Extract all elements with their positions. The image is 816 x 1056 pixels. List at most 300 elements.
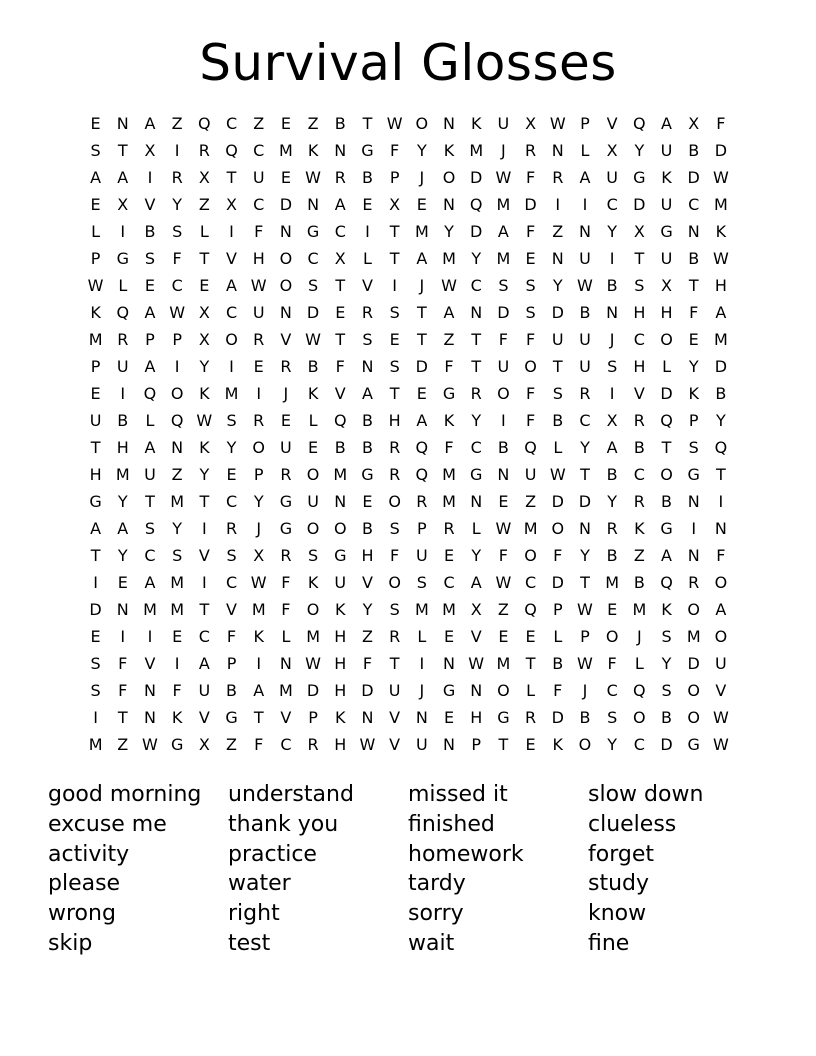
grid-letter: M: [251, 600, 266, 619]
grid-row: [82, 515, 735, 542]
grid-letter: Z: [633, 546, 645, 565]
grid-letter: B: [715, 384, 727, 403]
grid-letter: G: [687, 465, 700, 484]
grid-letter: A: [144, 438, 156, 457]
grid-letter: Y: [688, 357, 699, 376]
grid-letter: F: [172, 681, 182, 700]
grid-letter: B: [688, 249, 700, 268]
grid-letter: E: [525, 249, 536, 268]
grid-letter: S: [661, 627, 672, 646]
grid-letter: Y: [661, 654, 672, 673]
grid-letter: T: [362, 114, 373, 133]
grid-letter: X: [117, 195, 129, 214]
grid-letter: K: [171, 708, 183, 727]
grid-letter: G: [279, 492, 293, 511]
grid-letter: Q: [143, 384, 157, 403]
grid-row: [82, 164, 735, 191]
grid-letter: D: [524, 195, 537, 214]
grid-letter: M: [632, 600, 647, 619]
grid-letter: U: [551, 330, 564, 349]
grid-letter: U: [660, 141, 673, 160]
grid-letter: X: [253, 546, 265, 565]
grid-row: [82, 461, 735, 488]
grid-letter: Y: [117, 546, 128, 565]
grid-letter: F: [444, 438, 454, 457]
grid-letter: K: [470, 114, 482, 133]
grid-letter: E: [335, 303, 346, 322]
grid-letter: I: [93, 573, 98, 592]
grid-letter: Y: [444, 222, 454, 241]
grid-letter: F: [498, 330, 508, 349]
grid-letter: C: [633, 735, 645, 754]
grid-letter: W: [441, 276, 457, 295]
grid-letter: E: [172, 627, 183, 646]
grid-letter: T: [90, 546, 101, 565]
grid-letter: Y: [607, 492, 618, 511]
grid-letter: F: [362, 654, 373, 673]
grid-letter: H: [334, 735, 347, 754]
grid-letter: C: [633, 330, 645, 349]
grid-letter: M: [496, 654, 511, 673]
grid-letter: I: [147, 168, 153, 187]
grid-letter: O: [578, 735, 592, 754]
grid-letter: K: [199, 438, 210, 457]
grid-letter: R: [389, 438, 401, 457]
grid-letter: E: [688, 330, 699, 349]
grid-letter: G: [660, 222, 673, 241]
grid-letter: D: [551, 708, 564, 727]
grid-letter: M: [442, 600, 456, 619]
grid-letter: M: [224, 384, 239, 403]
grid-letter: Y: [607, 735, 618, 754]
grid-letter: P: [580, 627, 590, 646]
grid-letter: E: [362, 492, 373, 511]
grid-letter: R: [389, 465, 401, 484]
grid-letter: S: [688, 438, 699, 457]
grid-letter: I: [120, 627, 126, 646]
grid-letter: U: [660, 249, 673, 268]
grid-letter: C: [334, 222, 346, 241]
grid-letter: F: [226, 627, 237, 646]
grid-letter: B: [688, 141, 700, 160]
grid-letter: M: [143, 600, 157, 619]
grid-letter: G: [660, 519, 673, 538]
grid-letter: D: [687, 168, 700, 187]
grid-letter: X: [661, 276, 673, 295]
grid-row: [82, 704, 735, 731]
grid-letter: F: [118, 654, 128, 673]
grid-letter: R: [525, 141, 537, 160]
grid-letter: Q: [333, 411, 347, 430]
grid-letter: J: [256, 519, 262, 538]
grid-letter: I: [174, 141, 180, 160]
grid-letter: N: [687, 492, 700, 511]
grid-letter: L: [199, 222, 209, 241]
grid-letter: U: [116, 357, 129, 376]
grid-row: [82, 623, 735, 650]
grid-letter: C: [171, 276, 183, 295]
grid-letter: I: [419, 654, 425, 673]
grid-letter: A: [117, 168, 129, 187]
grid-letter: E: [308, 438, 319, 457]
grid-letter: U: [415, 735, 428, 754]
grid-letter: B: [497, 438, 509, 457]
grid-letter: G: [442, 681, 456, 700]
grid-letter: A: [579, 168, 591, 187]
grid-letter: D: [306, 303, 320, 322]
grid-letter: B: [606, 465, 618, 484]
grid-letter: R: [525, 708, 537, 727]
grid-row: [82, 407, 735, 434]
grid-letter: W: [549, 465, 566, 484]
grid-letter: E: [226, 465, 237, 484]
grid-letter: D: [714, 141, 728, 160]
grid-letter: K: [634, 519, 645, 538]
grid-letter: B: [361, 438, 373, 457]
grid-letter: E: [280, 411, 291, 430]
grid-letter: D: [551, 492, 564, 511]
grid-letter: F: [281, 600, 291, 619]
grid-letter: V: [226, 600, 237, 619]
grid-letter: U: [89, 411, 102, 430]
grid-letter: E: [90, 384, 101, 403]
grid-letter: M: [88, 330, 103, 349]
grid-letter: G: [89, 492, 102, 511]
grid-letter: Z: [171, 114, 183, 133]
grid-letter: G: [279, 519, 293, 538]
grid-letter: S: [90, 141, 101, 160]
grid-letter: U: [606, 168, 619, 187]
grid-letter: R: [470, 384, 482, 403]
grid-letter: I: [501, 411, 506, 430]
grid-letter: K: [443, 141, 455, 160]
grid-letter: W: [305, 330, 321, 349]
grid-letter: Y: [199, 357, 210, 376]
grid-letter: E: [199, 276, 210, 295]
grid-letter: T: [389, 654, 400, 673]
grid-letter: C: [633, 465, 645, 484]
grid-letter: L: [526, 681, 536, 700]
grid-letter: C: [198, 627, 210, 646]
grid-letter: R: [416, 492, 428, 511]
grid-letter: O: [660, 465, 673, 484]
grid-letter: X: [525, 114, 537, 133]
grid-letter: E: [498, 492, 509, 511]
grid-letter: M: [279, 681, 293, 700]
grid-letter: A: [90, 168, 102, 187]
grid-letter: P: [471, 735, 482, 754]
grid-letter: S: [172, 222, 183, 241]
grid-letter: R: [443, 519, 455, 538]
grid-letter: E: [280, 114, 291, 133]
letter-grid: [82, 110, 735, 758]
grid-letter: B: [552, 654, 564, 673]
word-list-item: skip: [48, 930, 93, 956]
grid-letter: Y: [172, 519, 183, 538]
grid-letter: M: [442, 465, 456, 484]
grid-letter: J: [419, 168, 425, 187]
grid-letter: C: [606, 195, 618, 214]
grid-letter: D: [89, 600, 102, 619]
grid-letter: A: [416, 249, 428, 268]
grid-letter: J: [419, 276, 425, 295]
grid-letter: T: [688, 276, 699, 295]
grid-letter: M: [714, 195, 728, 214]
grid-letter: R: [361, 303, 374, 322]
grid-letter: C: [280, 735, 292, 754]
word-list-item: practice: [228, 841, 317, 867]
grid-letter: H: [714, 276, 727, 295]
grid-letter: Y: [580, 438, 590, 457]
grid-letter: H: [116, 438, 129, 457]
grid-letter: U: [307, 492, 319, 511]
grid-letter: O: [279, 276, 293, 295]
grid-letter: L: [471, 519, 481, 538]
grid-letter: W: [577, 654, 593, 673]
grid-letter: N: [307, 195, 320, 214]
grid-letter: Z: [443, 330, 455, 349]
grid-letter: A: [497, 222, 509, 241]
grid-letter: M: [306, 627, 320, 646]
grid-letter: E: [416, 384, 427, 403]
grid-letter: V: [389, 708, 401, 727]
grid-letter: F: [553, 681, 563, 700]
grid-letter: M: [686, 627, 701, 646]
grid-letter: G: [442, 384, 456, 403]
grid-letter: N: [143, 681, 156, 700]
grid-letter: U: [252, 168, 265, 187]
grid-letter: D: [551, 303, 564, 322]
grid-letter: R: [389, 627, 401, 646]
grid-letter: M: [442, 249, 456, 268]
grid-letter: H: [89, 465, 102, 484]
grid-letter: C: [225, 114, 238, 133]
word-list-item: please: [48, 871, 121, 897]
grid-letter: N: [361, 357, 374, 376]
grid-letter: M: [414, 222, 429, 241]
grid-letter: V: [633, 384, 645, 403]
grid-letter: Y: [634, 141, 645, 160]
grid-letter: P: [253, 465, 264, 484]
grid-letter: F: [498, 546, 508, 565]
word-column: [228, 780, 408, 959]
grid-letter: I: [174, 654, 180, 673]
grid-letter: M: [115, 465, 130, 484]
grid-letter: Z: [307, 114, 319, 133]
grid-letter: Y: [471, 411, 482, 430]
grid-letter: N: [551, 249, 564, 268]
word-list-item: forget: [588, 841, 654, 867]
grid-letter: H: [334, 654, 347, 673]
grid-letter: T: [145, 492, 155, 511]
grid-letter: N: [714, 519, 727, 538]
grid-letter: K: [552, 735, 564, 754]
grid-letter: O: [714, 627, 728, 646]
grid-letter: W: [549, 114, 566, 133]
grid-letter: K: [688, 384, 699, 403]
grid-letter: F: [335, 357, 345, 376]
grid-letter: Y: [607, 222, 618, 241]
grid-letter: T: [199, 249, 210, 268]
grid-letter: O: [415, 114, 429, 133]
grid-letter: A: [334, 195, 346, 214]
grid-letter: T: [335, 276, 346, 295]
grid-letter: Y: [362, 600, 373, 619]
grid-letter: F: [716, 114, 726, 133]
grid-letter: B: [361, 519, 373, 538]
grid-letter: S: [389, 519, 400, 538]
grid-letter: U: [524, 465, 537, 484]
grid-letter: I: [201, 519, 207, 538]
grid-letter: V: [280, 708, 292, 727]
grid-row: [82, 110, 735, 137]
word-list-item: wrong: [48, 901, 116, 927]
grid-letter: O: [714, 573, 728, 592]
grid-letter: Z: [117, 735, 129, 754]
grid-letter: U: [579, 330, 591, 349]
grid-letter: S: [308, 276, 319, 295]
grid-letter: P: [417, 519, 427, 538]
word-list-item: finished: [408, 811, 495, 837]
word-column: [588, 780, 768, 959]
grid-letter: F: [444, 357, 454, 376]
grid-letter: P: [308, 708, 318, 727]
grid-letter: G: [633, 168, 646, 187]
grid-letter: S: [226, 546, 237, 565]
grid-letter: L: [634, 654, 644, 673]
grid-letter: F: [525, 384, 536, 403]
grid-letter: U: [334, 573, 347, 592]
grid-row: [82, 542, 735, 569]
grid-letter: O: [388, 573, 401, 592]
grid-letter: L: [580, 141, 590, 160]
grid-letter: Y: [199, 465, 210, 484]
grid-letter: S: [525, 303, 536, 322]
grid-letter: E: [525, 627, 536, 646]
grid-letter: F: [281, 573, 291, 592]
grid-letter: O: [524, 357, 537, 376]
grid-letter: A: [144, 357, 156, 376]
word-list-item: homework: [408, 841, 524, 867]
grid-row: [82, 596, 735, 623]
grid-letter: Q: [660, 573, 673, 592]
grid-letter: O: [497, 384, 510, 403]
grid-letter: K: [307, 384, 319, 403]
grid-letter: L: [118, 276, 128, 295]
grid-letter: A: [661, 546, 672, 565]
grid-letter: X: [470, 600, 482, 619]
grid-letter: S: [525, 276, 536, 295]
grid-letter: J: [582, 681, 588, 700]
grid-letter: S: [144, 249, 156, 268]
grid-letter: I: [555, 195, 561, 214]
grid-letter: D: [306, 681, 320, 700]
grid-letter: V: [280, 330, 292, 349]
grid-letter: F: [254, 735, 264, 754]
grid-letter: N: [687, 546, 700, 565]
grid-letter: I: [691, 519, 697, 538]
grid-letter: V: [144, 195, 156, 214]
grid-letter: T: [90, 438, 101, 457]
grid-letter: R: [280, 357, 292, 376]
word-list-item: test: [228, 930, 271, 956]
grid-letter: A: [661, 114, 672, 133]
grid-row: [82, 137, 735, 164]
grid-letter: I: [609, 249, 615, 268]
grid-letter: U: [144, 465, 156, 484]
grid-letter: C: [688, 195, 700, 214]
grid-letter: T: [226, 168, 237, 187]
grid-letter: K: [307, 573, 319, 592]
grid-letter: G: [470, 465, 483, 484]
grid-letter: M: [333, 465, 348, 484]
grid-letter: X: [688, 114, 700, 133]
grid-letter: T: [199, 600, 210, 619]
grid-letter: E: [443, 627, 455, 646]
grid-letter: B: [307, 357, 319, 376]
grid-letter: U: [660, 195, 673, 214]
grid-letter: I: [93, 708, 98, 727]
grid-letter: M: [170, 573, 185, 592]
grid-letter: O: [333, 519, 347, 538]
grid-letter: R: [225, 519, 238, 538]
grid-letter: E: [117, 573, 128, 592]
word-list-item: sorry: [408, 901, 464, 927]
grid-letter: H: [388, 411, 401, 430]
grid-letter: Q: [633, 681, 646, 700]
grid-letter: L: [662, 357, 671, 376]
grid-letter: S: [172, 546, 183, 565]
grid-letter: T: [253, 708, 264, 727]
grid-letter: T: [471, 357, 482, 376]
grid-letter: N: [171, 438, 184, 457]
grid-letter: L: [553, 627, 563, 646]
grid-letter: M: [442, 492, 456, 511]
grid-letter: B: [334, 114, 346, 133]
grid-row: [82, 569, 735, 596]
grid-letter: U: [388, 681, 401, 700]
word-list-item: fine: [588, 930, 630, 956]
grid-letter: D: [687, 654, 700, 673]
grid-letter: I: [392, 276, 398, 295]
grid-letter: Y: [117, 492, 128, 511]
grid-letter: S: [389, 600, 400, 619]
grid-letter: N: [578, 519, 591, 538]
grid-letter: G: [116, 249, 129, 268]
grid-letter: O: [306, 465, 320, 484]
grid-letter: N: [279, 303, 292, 322]
grid-letter: T: [117, 141, 128, 160]
grid-letter: N: [279, 654, 292, 673]
grid-letter: D: [660, 735, 673, 754]
grid-letter: F: [118, 681, 128, 700]
grid-letter: C: [307, 249, 319, 268]
grid-letter: F: [254, 222, 264, 241]
grid-letter: S: [416, 573, 427, 592]
grid-letter: H: [252, 249, 265, 268]
grid-letter: Z: [198, 195, 210, 214]
grid-letter: T: [416, 330, 427, 349]
grid-letter: R: [633, 411, 645, 430]
grid-letter: R: [253, 330, 265, 349]
grid-letter: W: [196, 411, 213, 430]
grid-letter: C: [470, 438, 482, 457]
grid-letter: A: [253, 681, 265, 700]
grid-letter: M: [714, 330, 728, 349]
grid-letter: I: [609, 384, 615, 403]
grid-letter: W: [712, 168, 729, 187]
grid-letter: F: [390, 141, 400, 160]
